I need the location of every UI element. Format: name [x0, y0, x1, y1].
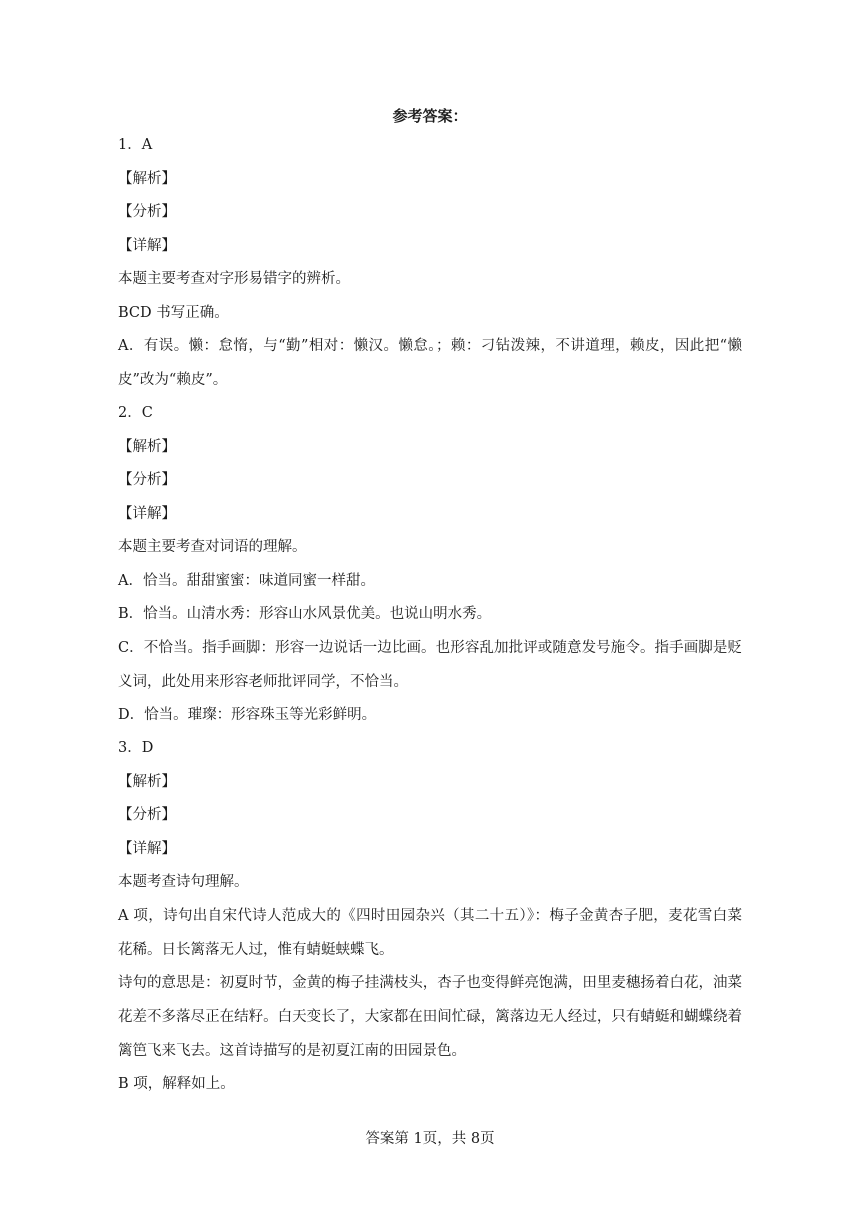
- text-line: B 项，解释如上。: [118, 1075, 235, 1092]
- section-fenxi: 【分析】: [118, 204, 176, 220]
- section-xiangjie: 【详解】: [118, 237, 176, 254]
- text-paragraph: A 项，诗句出自宋代诗人范成大的《四时田园杂兴（其二十五）》：梅子金黄杏子肥，麦花雪白菜花稀。日长篱落无人过，惟有蜻蜓蛱蝶飞。: [118, 907, 742, 958]
- page-title: 参考答案：: [392, 107, 468, 125]
- answer-number: 1．A: [118, 137, 153, 153]
- section-jiexi: 【解析】: [118, 773, 176, 790]
- section-xiangjie: 【详解】: [118, 505, 176, 522]
- text-line: 本题主要考查对词语的理解。: [118, 539, 307, 555]
- section-fenxi: 【分析】: [118, 472, 176, 488]
- text-line: 本题考查诗句理解。: [118, 874, 249, 890]
- option-a: A．恰当。甜甜蜜蜜：味道同蜜一样甜。: [118, 572, 375, 589]
- option-d: D．恰当。璀璨：形容珠玉等光彩鲜明。: [118, 706, 377, 723]
- answer-number: 3．D: [118, 740, 154, 756]
- option-c: C．不恰当。指手画脚：形容一边说话一边比画。也形容乱加批评或随意发号施令。指手画脚是贬义词，此处用来形容老师批评同学，不恰当。: [118, 639, 742, 690]
- answer-content: [118, 134, 742, 1106]
- text-line: BCD 书写正确。: [118, 304, 229, 321]
- text-paragraph: 诗句的意思是：初夏时节，金黄的梅子挂满枝头，杏子也变得鲜亮饱满，田里麦穗扬着白花，油菜花差不多落尽正在结籽。白天变长了，大家都在田间忙碌，篱落边无人经过，只有蜻蜓和蝴蝶绕着篱笆飞来飞去。这首诗描写的是初夏江南的田园景色。: [118, 974, 742, 1059]
- answer-number: 2．C: [118, 405, 153, 421]
- text-line: 本题主要考查对字形易错字的辨析。: [118, 271, 350, 287]
- section-xiangjie: 【详解】: [118, 840, 176, 857]
- option-b: B．恰当。山清水秀：形容山水风景优美。也说山明水秀。: [118, 606, 492, 622]
- section-jiexi: 【解析】: [118, 438, 176, 455]
- section-jiexi: 【解析】: [118, 170, 176, 187]
- section-fenxi: 【分析】: [118, 807, 176, 823]
- page-footer: 答案第 1页，共 8页: [365, 1131, 495, 1147]
- text-paragraph: A．有误。懒：怠惰，与“勤”相对：懒汉。懒怠。；赖：刁钻泼辣，不讲道理，赖皮，因此把“懒皮”改为“赖皮”。: [118, 338, 742, 388]
